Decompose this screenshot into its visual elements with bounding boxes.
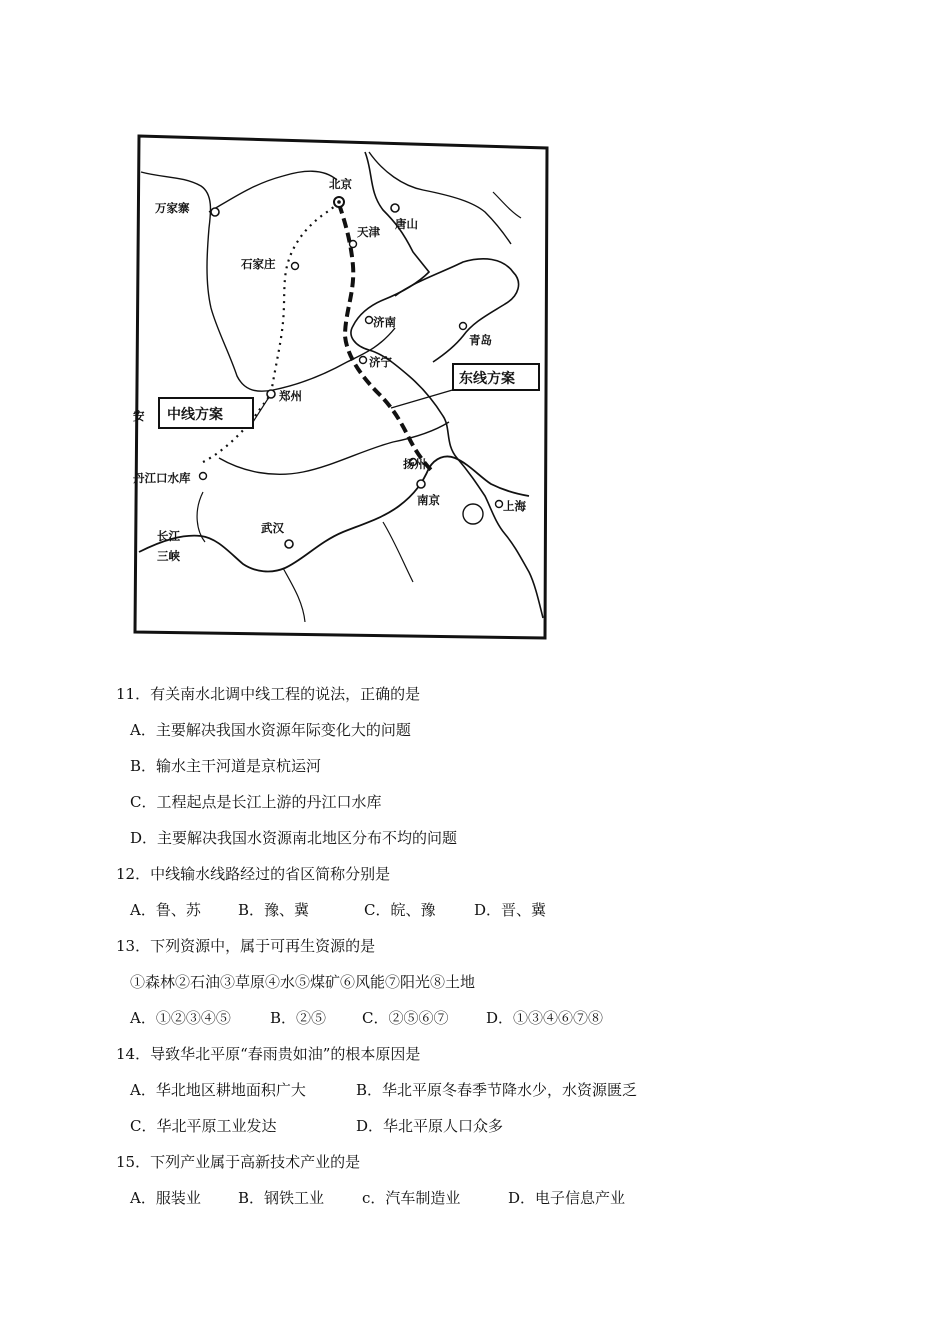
option-text: B．输水主干河道是京杭运河 [130, 757, 322, 775]
nanjing-marker [417, 480, 425, 488]
option-b: B．豫、冀 [238, 901, 310, 919]
east-route-label: 东线方案 [459, 371, 515, 387]
label-nanjing: 南京 [417, 493, 440, 507]
jining-marker [360, 357, 367, 364]
label-sanxia: 三峡 [157, 549, 180, 563]
shandong-outline [395, 259, 519, 362]
question-list [116, 676, 916, 1216]
danjiangkou-marker [200, 473, 207, 480]
option-c: C．华北平原工业发达 [130, 1117, 277, 1135]
zhengzhou-marker [267, 390, 275, 398]
river-south [283, 568, 305, 622]
label-shijiazhuang: 石家庄 [241, 257, 276, 271]
island-line [493, 192, 521, 218]
shijiazhuang-marker [292, 263, 299, 270]
option-d: D．晋、冀 [474, 901, 547, 919]
option-d: D．电子信息产业 [508, 1189, 626, 1207]
middle-label-pointer [253, 394, 271, 422]
label-qingdao: 青岛 [469, 333, 492, 347]
option-a: A．服装业 [130, 1189, 201, 1207]
label-shanghai: 上海 [503, 499, 526, 513]
label-jinan: 济南 [373, 315, 396, 329]
question-13-options [116, 1000, 916, 1036]
option-text: C．工程起点是长江上游的丹江口水库 [130, 793, 382, 811]
question-11-option-a [116, 712, 916, 748]
question-11-option-b [116, 748, 916, 784]
label-changjiang: 长江 [157, 529, 180, 543]
beijing-dot [337, 200, 341, 204]
river-southeast [383, 522, 413, 582]
question-14-options-row-1 [116, 1072, 916, 1108]
option-c: C．皖、豫 [364, 901, 436, 919]
wuhan-marker [285, 540, 293, 548]
option-b: B．②⑤ [270, 1009, 327, 1027]
label-zhengzhou: 郑州 [279, 389, 302, 403]
label-yangzhou: 扬州 [403, 457, 426, 471]
option-d: D．华北平原人口众多 [356, 1117, 504, 1135]
resource-list-text: ①森林②石油③草原④水⑤煤矿⑥风能⑦阳光⑧土地 [130, 973, 476, 991]
label-wuhan: 武汉 [261, 521, 284, 535]
map-svg [133, 132, 549, 642]
option-c: C．②⑤⑥⑦ [362, 1009, 449, 1027]
label-wanjiazhai: 万家寨 [155, 201, 190, 215]
question-14-stem: 14．导致华北平原“春雨贵如油”的根本原因是 [116, 1045, 421, 1063]
jinan-marker [366, 317, 373, 324]
tianjin-marker [350, 241, 357, 248]
label-tianjin: 天津 [357, 225, 380, 239]
question-15-options [116, 1180, 916, 1216]
option-a: A．鲁、苏 [130, 901, 201, 919]
label-edge-an: 安 [133, 409, 145, 423]
question-13-stem: 13．下列资源中，属于可再生资源的是 [116, 937, 376, 955]
question-15-stem: 15．下列产业属于高新技术产业的是 [116, 1153, 361, 1171]
option-text: D．主要解决我国水资源南北地区分布不均的问题 [130, 829, 458, 847]
water-diversion-map [133, 132, 549, 642]
option-text: A．主要解决我国水资源年际变化大的问题 [130, 721, 411, 739]
label-tangshan: 唐山 [395, 217, 418, 231]
label-jining: 济宁 [369, 355, 392, 369]
option-b: B．华北平原冬春季节降水少，水资源匮乏 [356, 1081, 638, 1099]
question-13-resource-list [116, 964, 916, 1000]
question-11-option-c [116, 784, 916, 820]
tangshan-marker [391, 204, 399, 212]
label-danjiangkou: 丹江口水库 [133, 471, 191, 485]
label-beijing: 北京 [329, 177, 352, 191]
river-north [209, 171, 337, 212]
wanjiazhai-marker [211, 208, 219, 216]
question-12-options [116, 892, 916, 928]
option-c: c．汽车制造业 [362, 1189, 461, 1207]
option-d: D．①③④⑥⑦⑧ [486, 1009, 604, 1027]
question-14-options-row-2 [116, 1108, 916, 1144]
northeast-coast [369, 152, 511, 244]
shanghai-marker [496, 501, 503, 508]
question-11-stem: 11．有关南水北调中线工程的说法，正确的是 [116, 685, 421, 703]
han-river [197, 492, 205, 542]
option-a: A．华北地区耕地面积广大 [130, 1081, 306, 1099]
middle-route-label: 中线方案 [167, 407, 223, 423]
option-a: A．①②③④⑤ [130, 1009, 231, 1027]
question-12-stem: 12．中线输水线路经过的省区简称分别是 [116, 865, 391, 883]
question-11-option-d [116, 820, 916, 856]
qingdao-marker [460, 323, 467, 330]
option-b: B．钢铁工业 [238, 1189, 325, 1207]
taihu-lake [463, 504, 483, 524]
